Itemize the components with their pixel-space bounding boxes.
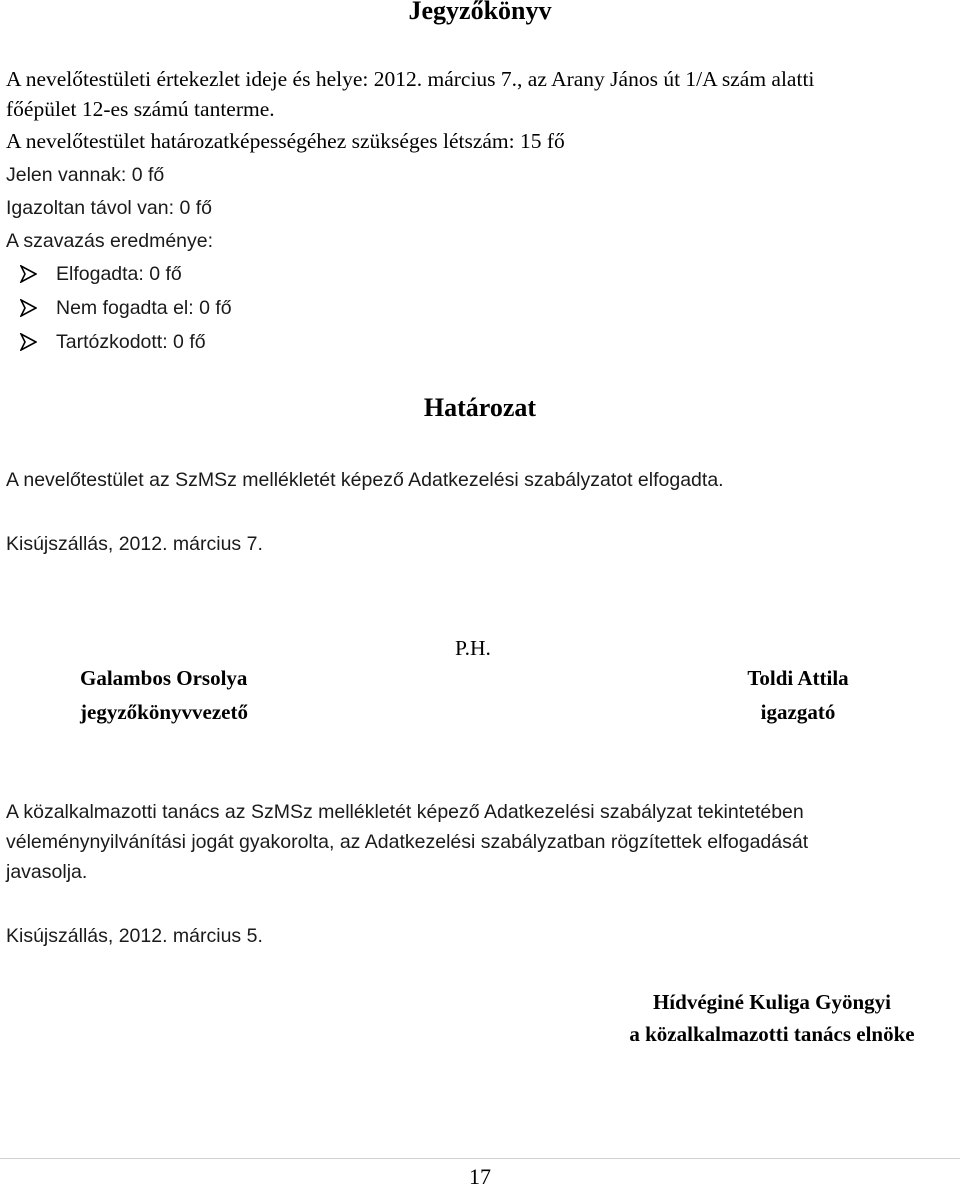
intro-line-2: főépület 12-es számú tanterme. [6, 97, 275, 121]
vote-item [20, 258, 182, 290]
arrow-bullet-icon [20, 261, 37, 279]
vote-item-label: Nem fogadta el: 0 fő [56, 297, 232, 319]
signature-role-principal: igazgató [760, 700, 836, 724]
signature-name-council-chair: Hídvéginé Kuliga Gyöngyi [652, 990, 892, 1014]
vote-item-label: Tartózkodott: 0 fő [56, 331, 206, 353]
vote-item [20, 292, 232, 324]
signature-name-principal: Toldi Attila [747, 666, 849, 690]
date-place-1: Kisújszállás, 2012. március 7. [6, 533, 263, 555]
quorum-line: A nevelőtestület határozatképességéhez szükséges létszám: 15 fő [6, 129, 565, 153]
vote-result-label: A szavazás eredménye: [6, 230, 214, 252]
council-line-1: A közalkalmazotti tanács az SzMSz mellékletét képező Adatkezelési szabályzat tekintetében [6, 801, 804, 823]
date-place-2: Kisújszállás, 2012. március 5. [6, 925, 263, 947]
vote-item-label: Elfogadta: 0 fő [56, 263, 182, 285]
resolution-heading: Határozat [423, 393, 537, 422]
intro-line-1: A nevelőtestületi értekezlet ideje és helye: 2012. március 7., az Arany János út 1/A szám alatti [6, 67, 815, 91]
council-line-2: véleménynyilvánítási jogát gyakorolta, az Adatkezelési szabályzatban rögzítettek elfogadását [6, 831, 809, 853]
resolution-text: A nevelőtestület az SzMSz mellékletét képező Adatkezelési szabályzatot elfogadta. [6, 469, 724, 491]
signature-name-recorder: Galambos Orsolya [80, 666, 248, 690]
signature-role-recorder: jegyzőkönyvvezető [80, 700, 248, 724]
arrow-bullet-icon [20, 329, 37, 347]
arrow-bullet-icon [20, 295, 37, 313]
signature-role-council-chair: a közalkalmazotti tanács elnöke [629, 1022, 915, 1046]
present-count: Jelen vannak: 0 fő [6, 164, 165, 186]
excused-count: Igazoltan távol van: 0 fő [6, 197, 212, 219]
stamp-mark: P.H. [455, 636, 491, 660]
footer-divider [0, 1158, 960, 1159]
council-line-3: javasolja. [6, 861, 88, 883]
vote-item [20, 326, 206, 358]
page-number: 17 [469, 1164, 491, 1189]
document-title: Jegyzőkönyv [408, 0, 552, 25]
